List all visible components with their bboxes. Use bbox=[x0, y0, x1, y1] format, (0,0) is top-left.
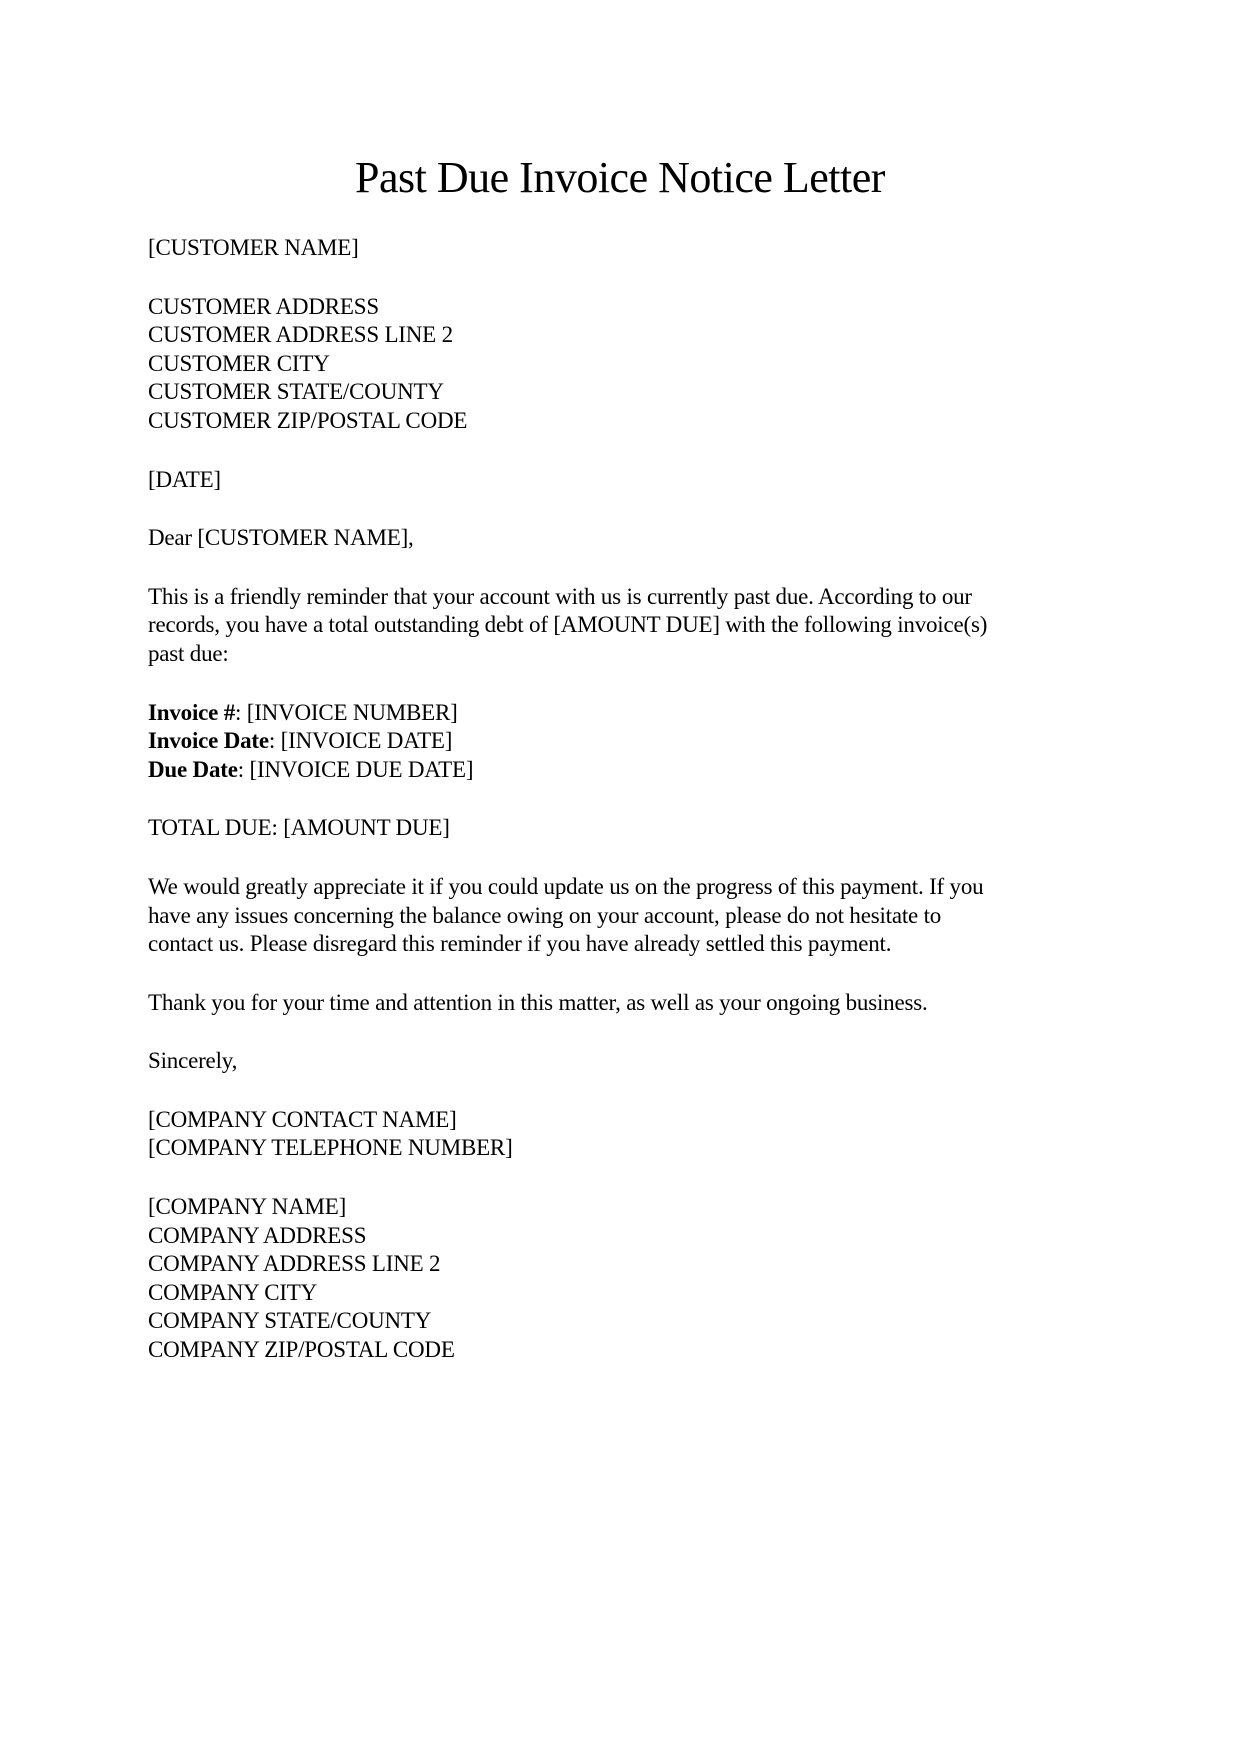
intro-paragraph-line: past due: bbox=[148, 640, 229, 666]
company-address-line: [COMPANY NAME] bbox=[148, 1194, 347, 1220]
company-address-line: COMPANY CITY bbox=[148, 1279, 318, 1305]
date-line: [DATE] bbox=[148, 466, 221, 492]
recipient-address-line: CUSTOMER ADDRESS LINE 2 bbox=[148, 322, 453, 348]
request-paragraph-line: have any issues concerning the balance owing on your account, please do not hesitate to bbox=[148, 902, 942, 928]
salutation-block bbox=[148, 524, 1140, 553]
company-contact-line: [COMPANY CONTACT NAME] bbox=[148, 1106, 457, 1132]
company-address-line: COMPANY ADDRESS LINE 2 bbox=[148, 1251, 441, 1277]
recipient-name-block bbox=[148, 234, 1140, 263]
company-address-block bbox=[148, 1193, 1140, 1365]
invoice-number-row bbox=[148, 699, 1140, 728]
recipient-address-line: CUSTOMER CITY bbox=[148, 350, 330, 376]
invoice-date-value: [INVOICE DATE] bbox=[280, 728, 453, 754]
contact-signature-block bbox=[148, 1106, 1140, 1163]
invoice-number-value: [INVOICE NUMBER] bbox=[246, 699, 458, 725]
invoice-details-block bbox=[148, 699, 1140, 785]
company-address-line: COMPANY ZIP/POSTAL CODE bbox=[148, 1337, 455, 1363]
thanks-paragraph bbox=[148, 989, 1140, 1018]
thanks-line: Thank you for your time and attention in this matter, as well as your ongoing business. bbox=[148, 989, 928, 1015]
invoice-date-row bbox=[148, 727, 1140, 756]
intro-paragraph-line: records, you have a total outstanding debt of [AMOUNT DUE] with the following invoice(s) bbox=[148, 612, 988, 638]
recipient-address-line: CUSTOMER ZIP/POSTAL CODE bbox=[148, 407, 468, 433]
request-paragraph-line: We would greatly appreciate it if you could update us on the progress of this payment. If you bbox=[148, 873, 984, 899]
due-date-separator: : bbox=[237, 756, 244, 782]
recipient-name-line: [CUSTOMER NAME] bbox=[148, 235, 359, 260]
closing-line: Sincerely, bbox=[148, 1048, 238, 1074]
letter-body bbox=[0, 234, 1240, 1365]
due-date-label: Due Date bbox=[148, 756, 238, 782]
recipient-address-line: CUSTOMER ADDRESS bbox=[148, 293, 379, 319]
company-address-line: COMPANY ADDRESS bbox=[148, 1222, 367, 1248]
invoice-number-label: Invoice # bbox=[148, 699, 235, 725]
company-address-line: COMPANY STATE/COUNTY bbox=[148, 1308, 432, 1334]
request-paragraph-line: contact us. Please disregard this reminder if you have already settled this payment. bbox=[148, 931, 892, 957]
intro-paragraph-line: This is a friendly reminder that your account with us is currently past due. According to our bbox=[148, 583, 972, 609]
recipient-address-line: CUSTOMER STATE/COUNTY bbox=[148, 379, 444, 405]
company-telephone-line: [COMPANY TELEPHONE NUMBER] bbox=[148, 1135, 513, 1161]
invoice-number-separator: : bbox=[235, 699, 242, 725]
invoice-date-label: Invoice Date bbox=[148, 728, 269, 754]
total-due-line: TOTAL DUE: [AMOUNT DUE] bbox=[148, 815, 450, 841]
page-title: Past Due Invoice Notice Letter bbox=[355, 153, 885, 202]
due-date-value: [INVOICE DUE DATE] bbox=[249, 756, 474, 782]
total-due-block bbox=[148, 814, 1140, 843]
closing-block bbox=[148, 1047, 1140, 1076]
recipient-address-block bbox=[148, 293, 1140, 436]
salutation-line: Dear [CUSTOMER NAME], bbox=[148, 525, 414, 551]
request-paragraph bbox=[148, 873, 1140, 959]
invoice-date-separator: : bbox=[268, 728, 276, 754]
due-date-row bbox=[148, 756, 1140, 785]
date-block bbox=[148, 466, 1140, 495]
intro-paragraph bbox=[148, 583, 1140, 669]
